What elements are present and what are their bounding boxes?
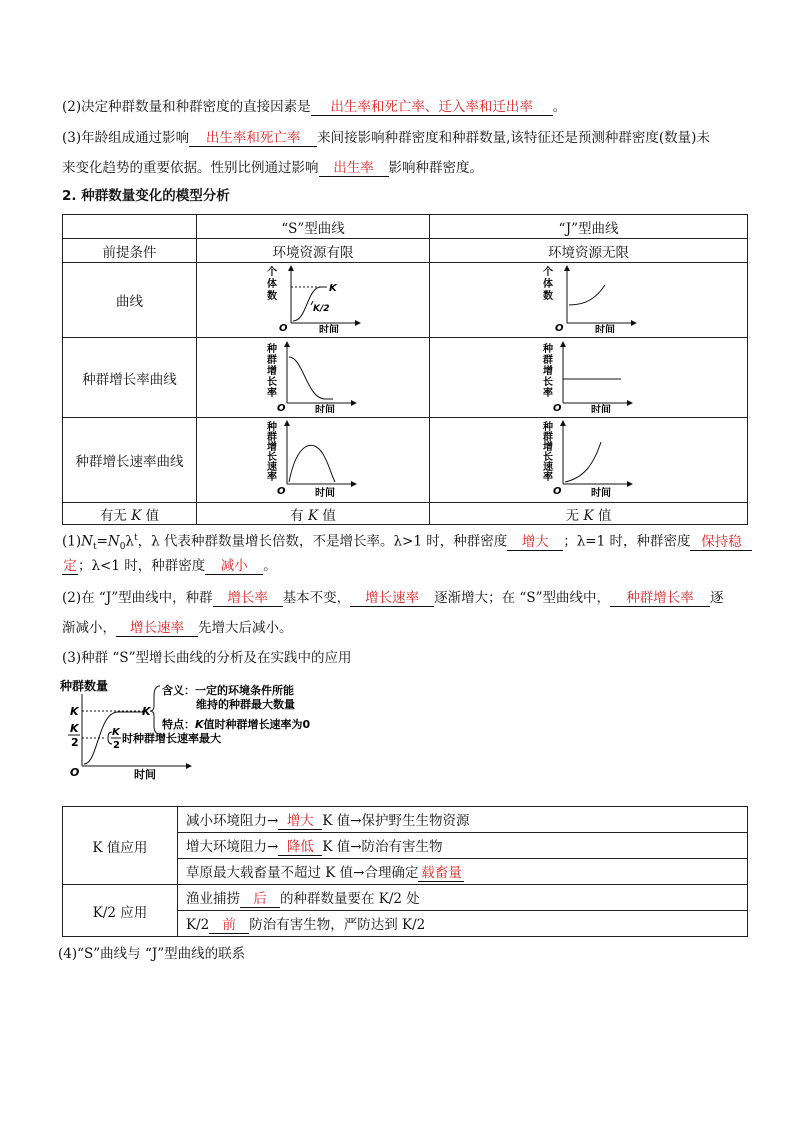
paragraph-3-line2 <box>62 158 483 178</box>
k2-label: K/2 <box>313 304 330 314</box>
fig-half-num: K <box>112 727 120 738</box>
fig-k2-den: 2 <box>71 736 79 749</box>
note-1-line2: 定；λ<1 时，种群密度 减小 。 <box>63 558 277 574</box>
graph-s-curve <box>197 263 430 338</box>
time-label: 时间 <box>594 325 615 333</box>
k2-app-label: K/2 应用 <box>63 885 178 937</box>
fig-half-tail: 时种群增长速率最大 <box>122 732 221 745</box>
svg-text:长: 长 <box>267 452 277 463</box>
note-3: (3)种群 “S”型增长曲线的分析及在实践中的应用 <box>62 650 352 666</box>
svg-text:增: 增 <box>267 365 277 377</box>
svg-text:种: 种 <box>542 343 553 355</box>
time-label: 时间 <box>590 404 611 413</box>
j-rate-graph <box>539 339 639 413</box>
fig-k2-num: K <box>70 722 79 735</box>
paragraph-2 <box>62 97 566 117</box>
svg-text:种: 种 <box>267 422 277 433</box>
answer-blank: 增大 <box>278 813 322 830</box>
k-value-table <box>62 806 748 937</box>
svg-text:长: 长 <box>267 376 277 388</box>
k-label: K <box>329 283 337 294</box>
answer-blank: 后 <box>240 891 280 908</box>
text: 来变化趋势的重要依据。性别比例通过影响 <box>62 160 319 176</box>
fig-meaning2: 维持的种群最大数量 <box>196 698 295 711</box>
row-increase: 增大环境阻力→ 降低 K 值→防治有害生物 <box>178 833 748 859</box>
graph-s-rate <box>197 338 430 418</box>
answer-blank: 减小 <box>205 558 263 575</box>
graph-j-rate <box>430 338 748 418</box>
row-label-rate: 种群增长率曲线 <box>63 338 197 418</box>
answer-blank: 出生率和死亡率、迁入率和迁出率 <box>311 99 553 116</box>
answer-blank: 定 <box>63 558 77 574</box>
s-speed-graph <box>263 418 363 498</box>
answer-blank: 增长速率 <box>116 620 198 637</box>
ylabel-char: 个 <box>542 267 553 278</box>
origin-label: O <box>279 323 288 333</box>
fig-k-right: K <box>142 705 151 718</box>
svg-text:群: 群 <box>542 432 553 443</box>
ylabel-char: 个 <box>267 267 277 278</box>
time-label: 时间 <box>315 488 335 498</box>
text: (2)决定种群数量和种群密度的直接因素是 <box>62 99 311 115</box>
row-label-k: 有无 K 值 <box>63 503 197 525</box>
svg-text:群: 群 <box>542 354 553 366</box>
k-s: 有 K 值 <box>197 503 430 525</box>
note-2-line1: (2)在 “J”型曲线中，种群 增长率 基本不变， 增长速率 逐渐增大；在 “S”型曲线中， 种群增长率 逐 <box>62 590 724 606</box>
svg-text:群: 群 <box>267 432 277 443</box>
k-j: 无 K 值 <box>430 503 748 525</box>
row-fishery: 渔业捕捞 后 的种群数量要在 K/2 处 <box>178 885 748 911</box>
answer-blank: 保持稳 <box>690 534 752 551</box>
corner-cell <box>63 215 197 239</box>
answer-blank: 增长速率 <box>350 590 434 607</box>
answer-blank: 增长率 <box>213 590 283 607</box>
svg-text:长: 长 <box>542 376 553 388</box>
time-label: 时间 <box>590 488 611 498</box>
text: 。 <box>552 99 567 115</box>
note-2-line2: 渐减小， 增长速率 先增大后减小。 <box>62 620 293 636</box>
answer-blank: 出生率 <box>319 160 389 177</box>
svg-text:率: 率 <box>267 472 277 483</box>
svg-text:长: 长 <box>542 452 553 463</box>
graph-j-curve <box>430 263 748 338</box>
graph-s-speed <box>197 418 430 503</box>
answer-blank: 种群增长率 <box>610 590 710 607</box>
answer-blank: 前 <box>209 917 249 934</box>
header-s: “S”型曲线 <box>197 215 430 239</box>
fig-origin: O <box>70 766 80 779</box>
premise-j: 环境资源无限 <box>430 239 748 263</box>
paragraph-3-line1 <box>62 128 710 148</box>
svg-text:增: 增 <box>542 365 553 377</box>
origin-label: O <box>277 402 286 413</box>
text: (3)年龄组成通过影响 <box>62 130 190 146</box>
s-rate-graph <box>263 339 363 413</box>
s-curve-analysis-figure <box>58 676 358 786</box>
svg-text:率: 率 <box>542 472 553 483</box>
j-speed-graph <box>539 418 639 498</box>
text: 影响种群密度。 <box>388 160 483 176</box>
fig-meaning: 含义：一定的环境条件所能 <box>162 684 294 697</box>
svg-text:率: 率 <box>542 387 553 399</box>
ylabel-char: 数 <box>542 291 553 302</box>
fig-k: K <box>70 705 79 718</box>
fig-half-den: 2 <box>113 740 120 751</box>
fig-feature: 特点：K值时种群增长速率为0 <box>162 718 311 731</box>
header-j: “J”型曲线 <box>430 215 748 239</box>
time-label: 时间 <box>315 404 335 413</box>
s-curve-graph <box>263 263 363 333</box>
row-reduce: 减小环境阻力→ 增大 K 值→保护野生生物资源 <box>178 807 748 833</box>
svg-text:增: 增 <box>267 442 277 453</box>
note-4: (4)“S”曲线与 “J”型曲线的联系 <box>58 946 246 962</box>
svg-text:种: 种 <box>267 343 277 355</box>
ylabel-char: 体 <box>542 279 553 290</box>
fig-time: 时间 <box>134 768 156 781</box>
svg-text:群: 群 <box>267 354 277 366</box>
origin-label: O <box>552 402 562 413</box>
origin-label: O <box>554 323 564 333</box>
svg-text:增: 增 <box>542 442 553 453</box>
row-pest: K/2 前 防治有害生物，严防达到 K/2 <box>178 911 748 937</box>
premise-s: 环境资源有限 <box>197 239 430 263</box>
svg-text:速: 速 <box>542 462 553 473</box>
row-label-premise: 前提条件 <box>63 239 197 263</box>
note-1-line1: $(1)N_t=N_0\lambda^t$，λ 代表种群数量增长倍数，不是增长率。λ>1 时，种群密度 增大 ；λ=1 时，种群密度 保持稳 <box>62 528 752 557</box>
j-curve-graph <box>539 263 639 333</box>
answer-blank: 增大 <box>507 534 563 551</box>
row-grassland: 草原最大载畜量不超过 K 值→合理确定 载畜量 <box>178 859 748 885</box>
answer-blank: 载畜量 <box>418 865 464 882</box>
answer-blank: 降低 <box>278 839 322 856</box>
section-title: 2. 种群数量变化的模型分析 <box>62 188 230 204</box>
model-table <box>62 214 748 525</box>
svg-text:率: 率 <box>267 387 277 399</box>
ylabel-char: 数 <box>267 291 277 302</box>
k-app-label: K 值应用 <box>63 807 178 885</box>
time-label: 时间 <box>319 325 339 333</box>
origin-label: O <box>552 486 562 497</box>
row-label-speed: 种群增长速率曲线 <box>63 418 197 503</box>
svg-text:速: 速 <box>267 462 277 473</box>
ylabel-char: 体 <box>267 279 277 290</box>
row-label-curve: 曲线 <box>63 263 197 338</box>
text: 来间接影响种群密度和种群数量,该特征还是预测种群密度(数量)未 <box>317 130 710 146</box>
fig-ylabel: 种群数量 <box>60 679 109 693</box>
graph-j-speed <box>430 418 748 503</box>
origin-label: O <box>277 486 286 497</box>
svg-text:种: 种 <box>542 422 553 433</box>
answer-blank: 出生率和死亡率 <box>189 130 317 147</box>
